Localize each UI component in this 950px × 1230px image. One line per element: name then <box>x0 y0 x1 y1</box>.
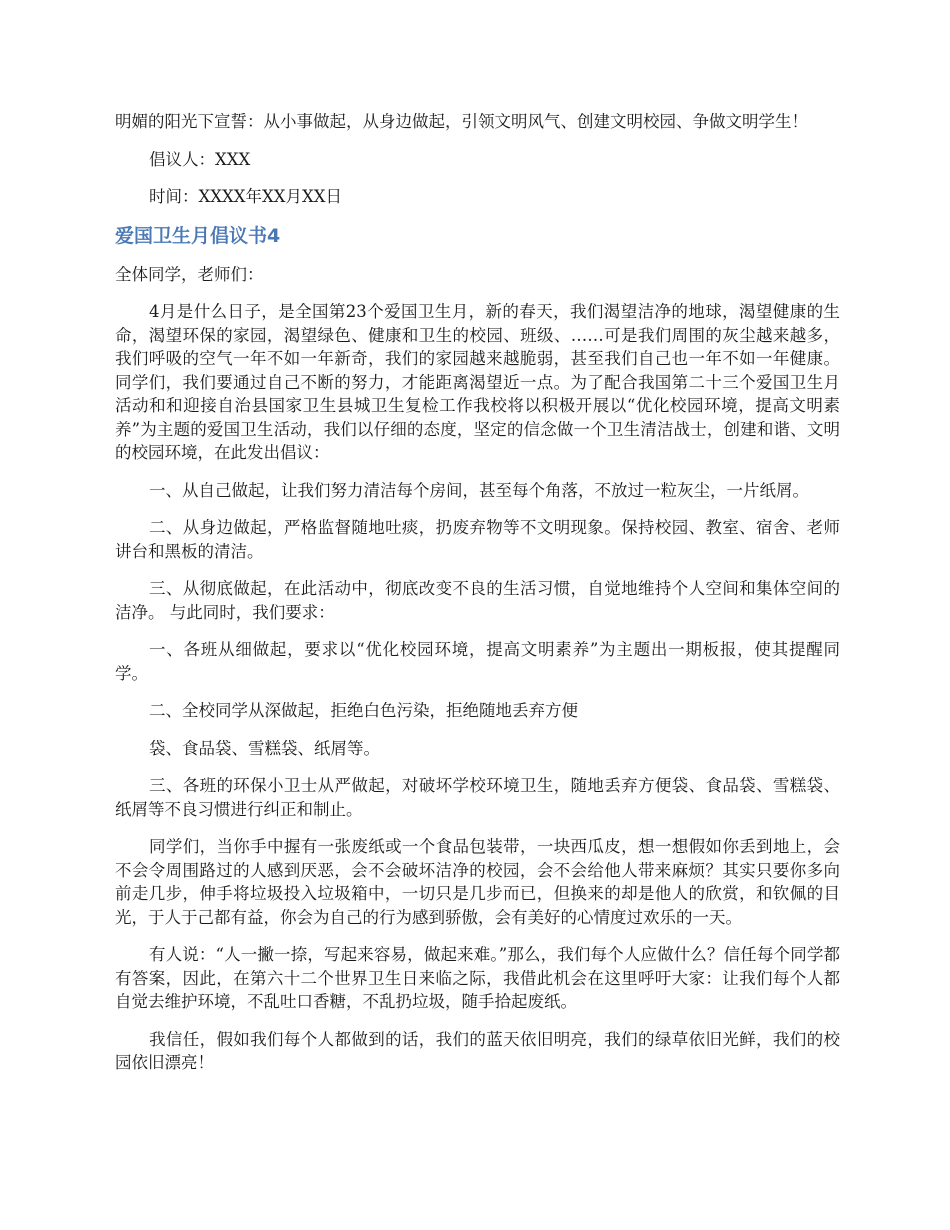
body-paragraph: 三、从彻底做起，在此活动中，彻底改变不良的生活习惯，自觉地维持个人空间和集体空间的洁净。 与此同时，我们要求： <box>115 579 840 622</box>
body-paragraph: 二、全校同学从深做起，拒绝白色污染，拒绝随地丢弃方便 <box>149 701 578 720</box>
initiator-line: 倡议人：XXX <box>149 149 251 169</box>
body-paragraph: 4月是什么日子，是全国第23个爱国卫生月，新的春天，我们渴望洁净的地球，渴望健康的生命，渴望环保的家园，渴望绿色、健康和卫生的校园、班级、……可是我们周围的灰尘越来越多，我们呼吸的空气一年不如一年新奇，我们的家园越来越脆弱，甚至我们自己也一年不如一年健康。同学们，我们要通过自己不断的努力，才能距离渴望近一点。为了配合我国第二十三个爱国卫生月活动和和迎接自治县国家卫生县城卫生复检工作我校将以积极开展以“优化校园环境，提高文明素养”为主题的爱国卫生活动，我们以仔细的态度，坚定的信念做一个卫生清洁战士，创建和谐、文明的校园环境，在此发出倡议： <box>115 302 840 462</box>
section-heading: 爱国卫生月倡议书4 <box>115 224 281 247</box>
document-body <box>115 110 840 1089</box>
body-paragraph: 一、从自己做起，让我们努力清洁每个房间，甚至每个角落，不放过一粒灰尘，一片纸屑。 <box>149 480 809 500</box>
body-paragraph: 有人说：“人一撇一捺，写起来容易，做起来难。”那么，我们每个人应做什么？信任每个同学都有答案，因此，在第六十二个世界卫生日来临之际，我借此机会在这里呼吁大家：让我们每个人都自觉去维护环境，不乱吐口香糖，不乱扔垃圾，随手拾起废纸。 <box>115 945 840 1011</box>
date-line: 时间：XXXX年XX月XX日 <box>149 187 342 206</box>
closing-paragraph: 明媚的阳光下宣誓：从小事做起，从身边做起，引领文明风气、创建文明校园、争做文明学生！ <box>115 112 808 131</box>
body-paragraph: 一、各班从细做起，要求以“优化校园环境，提高文明素养”为主题出一期板报，使其提醒同学。 <box>115 640 840 683</box>
body-paragraph: 三、各班的环保小卫士从严做起，对破坏学校环境卫生，随地丢弃方便袋、食品袋、雪糕袋、纸屑等不良习惯进行纠正和制止。 <box>115 776 840 819</box>
body-paragraph: 同学们，当你手中握有一张废纸或一个食品包装带，一块西瓜皮，想一想假如你丢到地上，会不会令周围路过的人感到厌恶，会不会破坏洁净的校园，会不会给他人带来麻烦？其实只要你多向前走几步，伸手将垃圾投入垃圾箱中，一切只是几步而已，但换来的却是他人的欣赏，和钦佩的目光，于人于己都有益，你会为自己的行为感到骄傲，会有美好的心情度过欢乐的一天。 <box>115 837 840 927</box>
body-paragraph: 袋、食品袋、雪糕袋、纸屑等。 <box>149 738 380 758</box>
body-paragraph: 二、从身边做起，严格监督随地吐痰，扔废弃物等不文明现象。保持校园、教室、宿舍、老师讲台和黑板的清洁。 <box>115 518 840 561</box>
body-paragraph: 我信任，假如我们每个人都做到的话，我们的蓝天依旧明亮，我们的绿草依旧光鲜，我们的校园依旧漂亮！ <box>115 1029 840 1072</box>
salutation: 全体同学，老师们： <box>115 264 264 284</box>
